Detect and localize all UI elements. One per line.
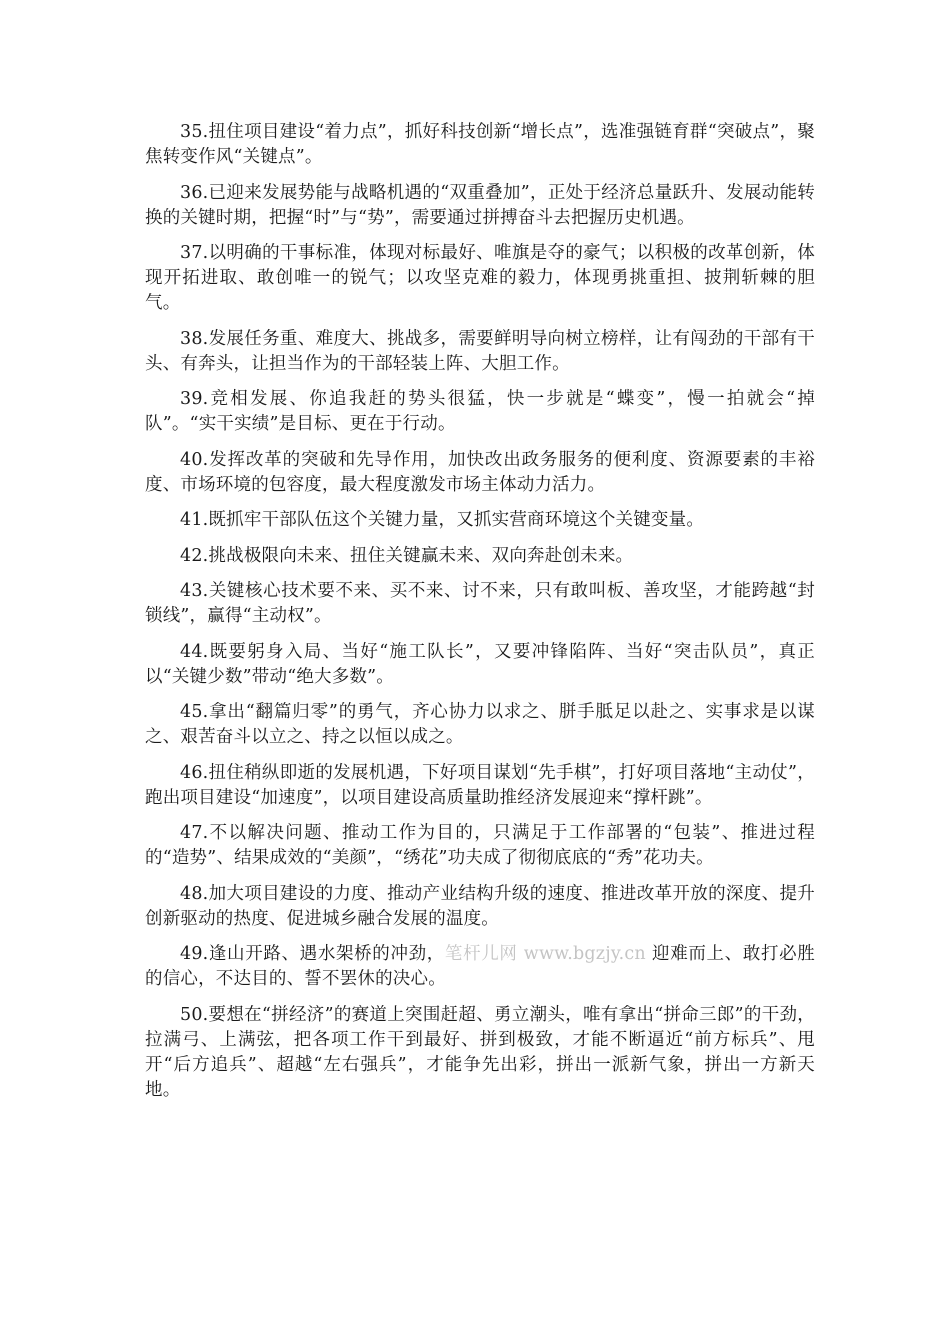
paragraph-43: 43.关键核心技术要不来、买不来、讨不来，只有敢叫板、善攻坚，才能跨越“封锁线”，赢得“主动权”。 xyxy=(145,581,815,626)
paragraph-39: 39.竞相发展、你追我赶的势头很猛，快一步就是“蝶变”，慢一拍就会“掉队”。“实干实绩”是目标、更在于行动。 xyxy=(145,389,815,434)
paragraph-42: 42.挑战极限向未来、扭住关键赢未来、双向奔赴创未来。 xyxy=(180,545,634,566)
paragraph-40: 40.发挥改革的突破和先导作用，加快改出政务服务的便利度、资源要素的丰裕度、市场环境的包容度，最大程度激发市场主体动力活力。 xyxy=(145,449,815,495)
paragraph-37: 37.以明确的干事标准，体现对标最好、唯旗是夺的豪气；以积极的改革创新，体现开拓进取、敢创唯一的锐气；以攻坚克难的毅力，体现勇挑重担、披荆斩棘的胆气。 xyxy=(145,243,815,313)
paragraph-49 xyxy=(145,942,815,992)
paragraph-49-text-start: 49.逢山开路、遇水架桥的冲劲， xyxy=(180,944,445,964)
paragraph-38: 38.发展任务重、难度大、挑战多，需要鲜明导向树立榜样，让有闯劲的干部有干头、有奔头，让担当作为的干部轻装上阵、大胆工作。 xyxy=(145,328,815,374)
paragraph-49-text-end: 迎难而上、敢打必胜的信心，不达目的、誓不罢休的决心。 xyxy=(145,944,816,989)
paragraph-48: 48.加大项目建设的力度、推动产业结构升级的速度、推进改革开放的深度、提升创新驱动的热度、促进城乡融合发展的温度。 xyxy=(145,883,815,929)
paragraph-46: 46.扭住稍纵即逝的发展机遇，下好项目谋划“先手棋”，打好项目落地“主动仗”，跑出项目建设“加速度”，以项目建设高质量助推经济发展迎来“撑杆跳”。 xyxy=(145,762,815,808)
watermark-text: 笔杆儿网 www.bgzjy.cn xyxy=(444,944,646,964)
paragraph-41: 41.既抓牢干部队伍这个关键力量，又抓实营商环境这个关键变量。 xyxy=(180,510,705,530)
paragraph-36: 36.已迎来发展势能与战略机遇的“双重叠加”，正处于经济总量跃升、发展动能转换的关键时期，把握“时”与“势”，需要通过拼搏奋斗去把握历史机遇。 xyxy=(145,182,815,228)
paragraph-47: 47.不以解决问题、推动工作为目的，只满足于工作部署的“包装”、推进过程的“造势”、结果成效的“美颜”，“绣花”功夫成了彻彻底底的“秀”花功夫。 xyxy=(145,823,815,868)
paragraph-50: 50.要想在“拼经济”的赛道上突围赶超、勇立潮头，唯有拿出“拼命三郎”的干劲，拉满弓、上满弦，把各项工作干到最好、拼到极致，才能不断逼近“前方标兵”、甩开“后方追兵”、超越“左右强兵”，才能争先出彩，拼出一派新气象，拼出一方新天地。 xyxy=(145,1004,815,1100)
paragraph-35: 35.扭住项目建设“着力点”，抓好科技创新“增长点”，选准强链育群“突破点”，聚焦转变作风“关键点”。 xyxy=(145,122,815,167)
document-page xyxy=(145,120,815,1113)
paragraph-45: 45.拿出“翻篇归零”的勇气，齐心协力以求之、胼手胝足以赴之、实事求是以谋之、艰苦奋斗以立之、持之以恒以成之。 xyxy=(145,702,815,747)
paragraph-44: 44.既要躬身入局、当好“施工队长”，又要冲锋陷阵、当好“突击队员”，真正以“关键少数”带动“绝大多数”。 xyxy=(145,641,815,687)
